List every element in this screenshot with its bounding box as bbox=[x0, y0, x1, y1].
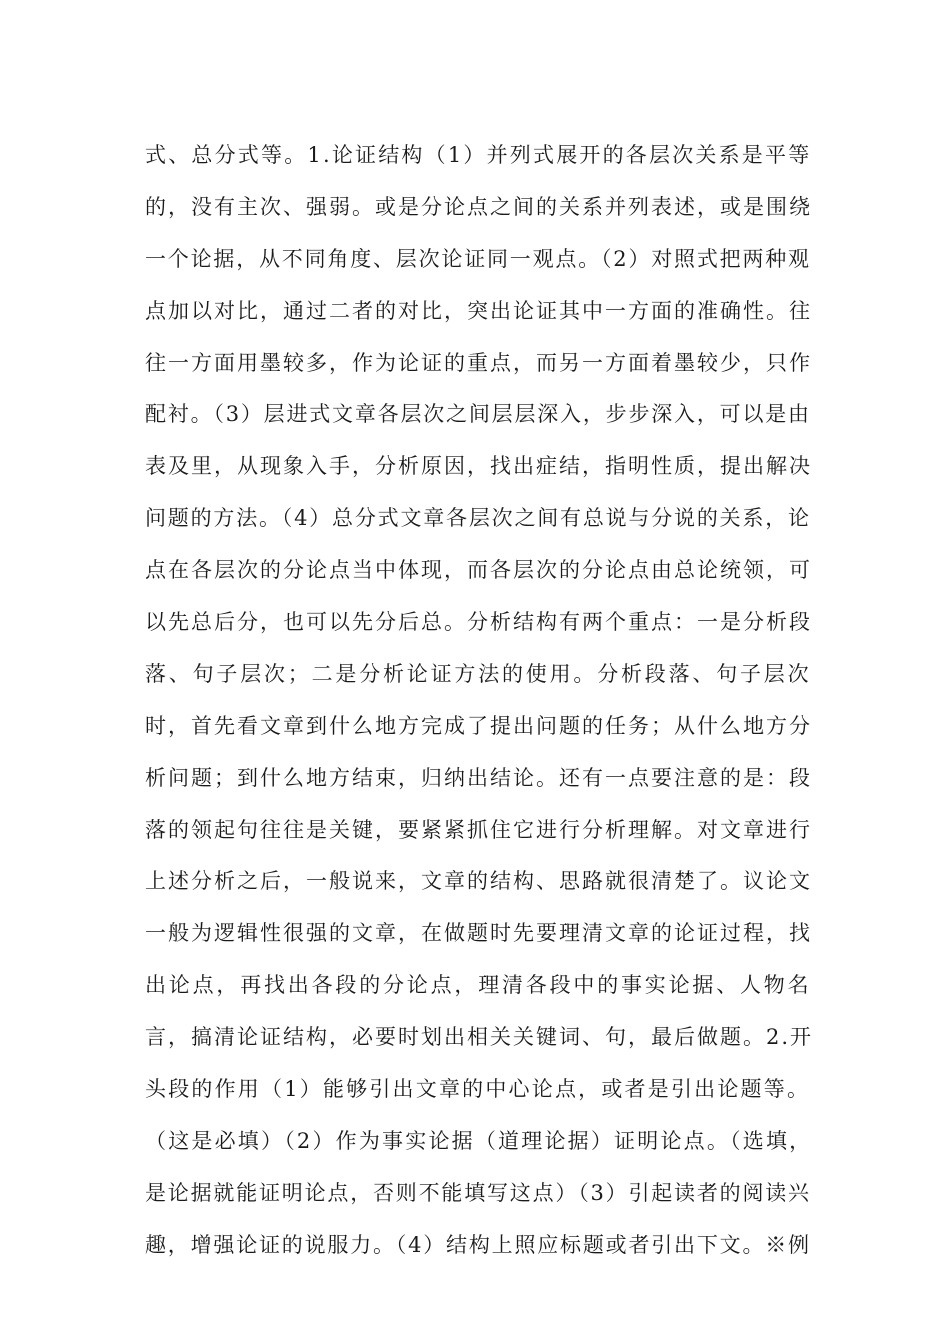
text-line: 问题的方法。（4）总分式文章各层次之间有总说与分说的关系，论 bbox=[145, 506, 811, 531]
text-line: 上述分析之后，一般说来，文章的结构、思路就很清楚了。议论文 bbox=[145, 869, 812, 894]
text-line: 点在各层次的分论点当中体现，而各层次的分论点由总论统领，可 bbox=[145, 558, 812, 583]
text-line: 配衬。（3）层进式文章各层次之间层层深入，步步深入，可以是由 bbox=[145, 402, 811, 427]
text-line: 析问题；到什么地方结束，归纳出结论。还有一点要注意的是：段 bbox=[145, 765, 812, 790]
text-line: 一个论据，从不同角度、层次论证同一观点。（2）对照式把两种观 bbox=[145, 246, 811, 271]
text-line: 落的领起句往往是关键，要紧紧抓住它进行分析理解。对文章进行 bbox=[145, 817, 812, 842]
text-line: 式、总分式等。1.论证结构（1）并列式展开的各层次关系是平等 bbox=[145, 143, 812, 167]
text-line: （这是必填）（2）作为事实论据（道理论据）证明论点。（选填， bbox=[145, 1128, 813, 1153]
text-line: 言，搞清论证结构，必要时划出相关关键词、句，最后做题。2.开 bbox=[145, 1025, 814, 1050]
text-line: 趣，增强论证的说服力。（4）结构上照应标题或者引出下文。※例 bbox=[145, 1232, 811, 1257]
text-line: 以先总后分，也可以先分后总。分析结构有两个重点：一是分析段 bbox=[145, 610, 812, 635]
text-line: 一般为逻辑性很强的文章，在做题时先要理清文章的论证过程，找 bbox=[145, 921, 812, 946]
body-text bbox=[145, 130, 815, 1272]
text-line: 头段的作用（1）能够引出文章的中心论点，或者是引出论题等。 bbox=[145, 1077, 811, 1102]
text-line: 时，首先看文章到什么地方完成了提出问题的任务；从什么地方分 bbox=[145, 713, 812, 738]
text-line: 落、句子层次；二是分析论证方法的使用。分析段落、句子层次 bbox=[145, 661, 812, 686]
text-line: 出论点，再找出各段的分论点，理清各段中的事实论据、人物名 bbox=[145, 973, 812, 998]
text-line: 表及里，从现象入手，分析原因，找出症结，指明性质，提出解决 bbox=[145, 454, 812, 479]
text-line: 往一方面用墨较多，作为论证的重点，而另一方面着墨较少，只作 bbox=[145, 350, 812, 375]
text-line: 是论据就能证明论点，否则不能填写这点）（3）引起读者的阅读兴 bbox=[145, 1180, 811, 1205]
text-line: 点加以对比，通过二者的对比，突出论证其中一方面的准确性。往 bbox=[145, 298, 812, 323]
text-line: 的，没有主次、强弱。或是分论点之间的关系并列表述，或是围绕 bbox=[145, 194, 812, 219]
